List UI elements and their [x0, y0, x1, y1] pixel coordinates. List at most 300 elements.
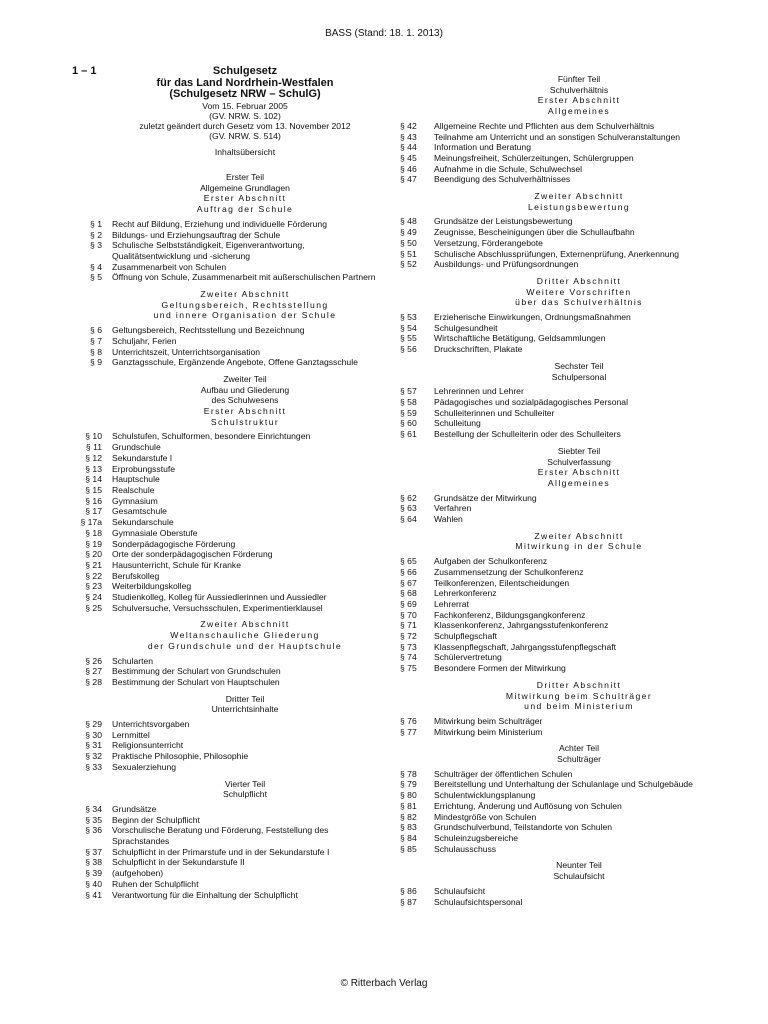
part-heading: Schulpersonal — [551, 371, 607, 382]
paragraph-number: § 15 — [85, 484, 102, 495]
paragraph-number: § 13 — [85, 463, 102, 474]
paragraph-title: Mitwirkung beim Schulträger — [434, 715, 543, 726]
paragraph-number: § 16 — [85, 495, 102, 506]
toc-entry — [66, 730, 384, 741]
toc-entry — [400, 238, 718, 249]
paragraph-title: Grundsätze der Leistungsbewertung — [434, 216, 573, 227]
toc-entry — [400, 164, 718, 175]
section-heading: Allgemeines — [547, 477, 611, 488]
section-heading: über das Schulverhältnis — [515, 297, 643, 308]
paragraph-title: Lehrerkonferenz — [434, 588, 497, 599]
toc-section — [400, 361, 718, 440]
toc-entry — [400, 886, 718, 897]
paragraph-number: § 60 — [400, 418, 417, 429]
toc-entry — [400, 418, 718, 429]
toc-entry — [400, 812, 718, 823]
toc-entry — [66, 453, 384, 464]
toc-section — [66, 172, 384, 283]
toc-entry — [400, 121, 718, 132]
toc-entry — [400, 578, 718, 589]
paragraph-title: Bestellung der Schulleiterin oder des Schulleiters — [434, 429, 621, 440]
toc-entry — [66, 857, 384, 868]
paragraph-number: § 63 — [400, 503, 417, 514]
paragraph-title: Verfahren — [434, 503, 472, 514]
title-line: (Schulgesetz NRW – SchulG) — [169, 88, 321, 100]
paragraph-title: Öffnung von Schule, Zusammenarbeit mit außerschulischen Partnern — [112, 272, 376, 283]
paragraph-number: § 22 — [85, 570, 102, 581]
paragraph-number: § 38 — [85, 857, 102, 868]
toc-entry — [66, 815, 384, 826]
part-heading: Dritter Teil — [225, 693, 265, 704]
toc-entry — [66, 431, 384, 442]
toc-entry — [400, 174, 718, 185]
paragraph-number: § 5 — [90, 272, 102, 283]
part-heading: Unterrichtsinhalte — [211, 704, 279, 715]
paragraph-number: § 43 — [400, 131, 417, 142]
paragraph-number: § 53 — [400, 312, 417, 323]
toc-entry — [66, 762, 384, 773]
toc-section — [400, 743, 718, 854]
paragraph-number: § 78 — [400, 768, 417, 779]
paragraph-title: Meinungsfreiheit, Schülerzeitungen, Schülergruppen — [434, 152, 634, 163]
paragraph-number: § 26 — [85, 655, 102, 666]
toc-entry — [66, 560, 384, 571]
toc-entry — [66, 442, 384, 453]
toc-entry — [400, 897, 718, 908]
section-heading: Zweiter Abschnitt — [534, 191, 624, 202]
toc-entry — [400, 588, 718, 599]
section-heading: Erster Abschnitt — [203, 193, 287, 204]
toc-entry — [400, 567, 718, 578]
toc-entry — [400, 397, 718, 408]
paragraph-title: Wirtschaftliche Betätigung, Geldsammlungen — [434, 333, 606, 344]
paragraph-title: Schülervertretung — [434, 652, 502, 663]
toc-entry — [66, 677, 384, 688]
toc-entry — [66, 528, 384, 539]
paragraph-title: Sonderpädagogische Förderung — [112, 538, 236, 549]
toc-entry — [66, 890, 384, 901]
toc-entry — [400, 333, 718, 344]
right-toc — [400, 74, 718, 907]
paragraph-number: § 46 — [400, 163, 417, 174]
paragraph-title: Sexualerziehung — [112, 761, 177, 772]
paragraph-title: Unterrichtsvorgaben — [112, 719, 190, 730]
section-heading: Weltanschauliche Gliederung — [170, 630, 320, 641]
section-heading: Mitwirkung in der Schule — [515, 541, 643, 552]
toc-entry — [400, 790, 718, 801]
paragraph-number: § 58 — [400, 396, 417, 407]
paragraph-title: Bildungs- und Erziehungsauftrag der Schule — [112, 229, 281, 240]
section-heading: und beim Ministerium — [524, 701, 634, 712]
toc-label: Inhaltsübersicht — [214, 146, 276, 157]
paragraph-number: § 11 — [85, 442, 102, 453]
paragraph-title: Grundsätze — [112, 803, 157, 814]
paragraph-title: Hausunterricht, Schule für Kranke — [112, 559, 241, 570]
toc-section — [66, 779, 384, 901]
toc-entry — [66, 262, 384, 273]
paragraph-number: § 35 — [85, 814, 102, 825]
title-line: Schulgesetz — [212, 65, 278, 77]
document-heading — [66, 66, 384, 166]
part-heading: Fünfter Teil — [557, 74, 601, 84]
paragraph-number: § 86 — [400, 885, 417, 896]
toc-section — [66, 374, 384, 613]
paragraph-title: Aufnahme in die Schule, Schulwechsel — [434, 163, 583, 174]
paragraph-title: Information und Beratung — [434, 142, 531, 153]
part-heading: Aufbau und Gliederung — [200, 384, 290, 395]
paragraph-number: § 42 — [400, 120, 417, 131]
paragraph-number: § 57 — [400, 386, 417, 397]
document-titles — [66, 66, 384, 157]
paragraph-number: § 3 — [90, 240, 102, 251]
paragraph-number: § 73 — [400, 641, 417, 652]
paragraph-title: Geltungsbereich, Rechtsstellung und Bezeichnung — [112, 325, 305, 336]
toc-entry — [66, 825, 384, 846]
paragraph-title: Teilkonferenzen, Eilentscheidungen — [434, 577, 570, 588]
paragraph-number: § 18 — [85, 527, 102, 538]
toc-entry — [400, 259, 718, 270]
part-heading: Schulaufsicht — [553, 871, 605, 882]
toc-entry — [66, 656, 384, 667]
section-heading: Erster Abschnitt — [537, 95, 621, 106]
toc-entry — [66, 571, 384, 582]
paragraph-title: Religionsunterricht — [112, 740, 184, 751]
paragraph-title: Schularten — [112, 655, 154, 666]
toc-entry — [400, 323, 718, 334]
paragraph-number: § 30 — [85, 729, 102, 740]
paragraph-number: § 64 — [400, 514, 417, 525]
paragraph-number: § 34 — [85, 803, 102, 814]
paragraph-title: Vorschulische Beratung und Förderung, Feststellung des Sprachstandes — [112, 825, 329, 847]
toc-entry — [400, 727, 718, 738]
paragraph-title: Schulleitung — [434, 418, 481, 429]
toc-section — [400, 446, 718, 525]
paragraph-number: § 25 — [85, 602, 102, 613]
toc-entry — [66, 240, 384, 261]
toc-entry — [400, 493, 718, 504]
toc-entry — [66, 325, 384, 336]
paragraph-title: Teilnahme am Unterricht und an sonstigen Schulveranstaltungen — [434, 131, 681, 142]
paragraph-title: Gesamtschule — [112, 506, 167, 517]
toc-entry — [400, 663, 718, 674]
paragraph-title: Lehrerinnen und Lehrer — [434, 386, 524, 397]
paragraph-title: Gymnasiale Oberstufe — [112, 527, 198, 538]
paragraph-title: Versetzung, Förderangebote — [434, 237, 543, 248]
toc-entry — [400, 216, 718, 227]
section-heading: Zweiter Abschnitt — [534, 530, 624, 541]
section-heading: Weitere Vorschriften — [526, 286, 632, 297]
paragraph-title: Schulausschuss — [434, 843, 497, 854]
paragraph-title: Lehrerrat — [434, 598, 469, 609]
paragraph-number: § 47 — [400, 174, 417, 185]
toc-entry — [66, 847, 384, 858]
paragraph-number: § 52 — [400, 259, 417, 270]
paragraph-number: § 83 — [400, 822, 417, 833]
info-line: Vom 15. Februar 2005 — [202, 100, 288, 111]
title-line: für das Land Nordrhein-Westfalen — [156, 76, 334, 89]
paragraph-title: Schulpflegschaft — [434, 631, 498, 642]
toc-entry — [400, 142, 718, 153]
paragraph-title: Bereitstellung und Unterhaltung der Schulanlage und Schulgebäude — [434, 779, 693, 790]
toc-entry — [400, 716, 718, 727]
part-heading: Schulverhältnis — [549, 84, 609, 95]
toc-entry — [400, 833, 718, 844]
paragraph-number: § 69 — [400, 598, 417, 609]
paragraph-number: § 4 — [90, 261, 102, 272]
paragraph-title: Sekundarstufe I — [112, 452, 173, 463]
paragraph-number: § 75 — [400, 663, 417, 674]
paragraph-title: Schulpflicht in der Sekundarstufe II — [112, 857, 245, 868]
paragraph-title: (aufgehoben) — [112, 868, 164, 879]
toc-section — [400, 680, 718, 738]
part-heading: Zweiter Teil — [223, 373, 267, 384]
section-heading: Erster Abschnitt — [537, 467, 621, 478]
paragraph-title: Schulgesundheit — [434, 322, 498, 333]
left-toc — [66, 172, 384, 900]
toc-section — [400, 191, 718, 270]
section-heading: Zweiter Abschnitt — [200, 619, 290, 630]
paragraph-title: Aufgaben der Schulkonferenz — [434, 556, 548, 567]
paragraph-title: Unterrichtszeit, Unterrichtsorganisation — [112, 346, 261, 357]
toc-section — [400, 276, 718, 355]
paragraph-title: Grundschule — [112, 442, 161, 453]
info-line: (GV. NRW. S. 514) — [209, 130, 281, 141]
toc-entry — [66, 666, 384, 677]
toc-entry — [400, 844, 718, 855]
paragraph-number: § 54 — [400, 322, 417, 333]
right-column — [400, 68, 718, 907]
paragraph-title: Zeugnisse, Bescheinigungen über die Schullaufbahn — [434, 227, 635, 238]
paragraph-number: § 29 — [85, 719, 102, 730]
toc-entry — [400, 769, 718, 780]
paragraph-number: § 2 — [90, 229, 102, 240]
toc-entry — [400, 249, 718, 260]
paragraph-title: Studienkolleg, Kolleg für Aussiedlerinnen und Aussiedler — [112, 592, 327, 603]
paragraph-title: Klassenkonferenz, Jahrgangsstufenkonferenz — [434, 620, 609, 631]
paragraph-title: Ausbildungs- und Prüfungsordnungen — [434, 259, 579, 270]
toc-entry — [400, 642, 718, 653]
toc-entry — [66, 804, 384, 815]
paragraph-number: § 51 — [400, 248, 417, 259]
section-heading: Dritter Abschnitt — [536, 275, 622, 286]
toc-entry — [66, 219, 384, 230]
paragraph-number: § 41 — [85, 889, 102, 900]
paragraph-title: Hauptschule — [112, 474, 160, 485]
paragraph-number: § 84 — [400, 833, 417, 843]
section-heading: Mitwirkung beim Schulträger — [505, 690, 653, 701]
toc-entry — [66, 868, 384, 879]
paragraph-number: § 10 — [85, 431, 102, 442]
paragraph-number: § 21 — [85, 559, 102, 570]
section-heading: Zweiter Abschnitt — [200, 289, 290, 300]
toc-entry — [66, 485, 384, 496]
page-header: BASS (Stand: 18. 1. 2013) — [325, 28, 443, 39]
paragraph-title: Weiterbildungskolleg — [112, 581, 192, 592]
paragraph-title: Grundschulverbund, Teilstandorte von Schulen — [434, 822, 613, 833]
left-column — [66, 66, 384, 900]
toc-entry — [400, 429, 718, 440]
paragraph-title: Orte der sonderpädagogischen Förderung — [112, 549, 273, 560]
paragraph-number: § 85 — [400, 843, 417, 854]
part-heading: des Schulwesens — [211, 395, 279, 406]
paragraph-number: § 61 — [400, 429, 417, 440]
paragraph-number: § 17a — [80, 517, 102, 528]
page-footer: © Ritterbach Verlag — [340, 978, 428, 989]
toc-entry — [66, 496, 384, 507]
toc-entry — [66, 506, 384, 517]
part-heading: Schulpflicht — [223, 789, 267, 800]
paragraph-number: § 7 — [90, 335, 102, 346]
toc-entry — [66, 751, 384, 762]
paragraph-title: Besondere Formen der Mitwirkung — [434, 663, 566, 674]
paragraph-title: Recht auf Bildung, Erziehung und individuelle Förderung — [112, 218, 327, 229]
paragraph-number: § 8 — [90, 346, 102, 357]
toc-section — [400, 74, 718, 185]
paragraph-title: Erprobungsstufe — [112, 463, 176, 474]
toc-entry — [66, 719, 384, 730]
toc-section — [400, 860, 718, 907]
toc-entry — [66, 517, 384, 528]
paragraph-title: Praktische Philosophie, Philosophie — [112, 751, 249, 762]
document-number: 1 – 1 — [72, 65, 97, 77]
part-heading: Schulträger — [557, 754, 601, 765]
paragraph-title: Mindestgröße von Schulen — [434, 811, 537, 822]
toc-entry — [66, 474, 384, 485]
info-line: zuletzt geändert durch Gesetz vom 13. November 2012 — [139, 120, 351, 131]
toc-entry — [400, 514, 718, 525]
paragraph-number: § 33 — [85, 761, 102, 772]
part-heading: Vierter Teil — [224, 778, 266, 789]
paragraph-title: Lernmittel — [112, 729, 150, 740]
paragraph-number: § 62 — [400, 492, 417, 503]
part-heading: Sechster Teil — [554, 360, 604, 371]
paragraph-title: Fachkonferenz, Bildungsgangkonferenz — [434, 609, 586, 620]
paragraph-title: Beginn der Schulpflicht — [112, 814, 200, 825]
toc-entry — [66, 879, 384, 890]
paragraph-number: § 74 — [400, 652, 417, 663]
paragraph-number: § 14 — [85, 474, 102, 485]
paragraph-title: Wahlen — [434, 514, 463, 525]
paragraph-number: § 71 — [400, 620, 417, 631]
toc-entry — [400, 610, 718, 621]
part-heading: Schulverfassung — [547, 456, 611, 467]
paragraph-number: § 72 — [400, 631, 417, 642]
section-heading: Geltungsbereich, Rechtsstellung — [161, 299, 329, 310]
section-heading: Auftrag der Schule — [196, 204, 294, 215]
paragraph-number: § 82 — [400, 811, 417, 822]
toc-entry — [66, 464, 384, 475]
section-heading: und innere Organisation der Schule — [153, 310, 337, 321]
paragraph-title: Pädagogisches und sozialpädagogisches Personal — [434, 396, 628, 407]
paragraph-title: Schulentwicklungsplanung — [434, 790, 536, 801]
part-heading: Neunter Teil — [556, 860, 602, 871]
part-heading: Achter Teil — [559, 743, 599, 754]
paragraph-number: § 48 — [400, 216, 417, 227]
paragraph-title: Sekundarschule — [112, 517, 174, 528]
toc-entry — [400, 631, 718, 642]
paragraph-number: § 37 — [85, 846, 102, 857]
paragraph-number: § 31 — [85, 740, 102, 751]
paragraph-number: § 32 — [85, 751, 102, 762]
toc-entry — [66, 347, 384, 358]
paragraph-title: Beendigung des Schulverhältnisses — [434, 174, 571, 185]
paragraph-title: Schulpflicht in der Primarstufe und in der Sekundarstufe I — [112, 846, 330, 857]
section-heading: der Grundschule und der Hauptschule — [147, 640, 343, 651]
toc-entry — [400, 652, 718, 663]
toc-entry — [400, 620, 718, 631]
toc-entry — [66, 230, 384, 241]
section-heading: Schulstruktur — [210, 416, 280, 427]
paragraph-title: Bestimmung der Schulart von Hauptschulen — [112, 676, 280, 687]
paragraph-number: § 49 — [400, 227, 417, 238]
paragraph-title: Bestimmung der Schulart von Grundschulen — [112, 666, 281, 677]
paragraph-title: Errichtung, Änderung und Auflösung von Schulen — [434, 800, 622, 811]
paragraph-number: § 1 — [90, 218, 102, 229]
part-heading: Erster Teil — [225, 172, 265, 182]
paragraph-number: § 56 — [400, 344, 417, 355]
paragraph-number: § 81 — [400, 800, 417, 811]
paragraph-number: § 65 — [400, 556, 417, 567]
toc-section — [66, 619, 384, 687]
paragraph-title: Schulversuche, Versuchsschulen, Experimentierklausel — [112, 602, 323, 613]
toc-entry — [66, 549, 384, 560]
paragraph-title: Schulaufsichtspersonal — [434, 896, 523, 907]
paragraph-number: § 20 — [85, 549, 102, 560]
paragraph-title: Berufskolleg — [112, 570, 160, 581]
paragraph-number: § 24 — [85, 592, 102, 603]
paragraph-number: § 23 — [85, 581, 102, 592]
paragraph-title: Druckschriften, Plakate — [434, 344, 523, 355]
toc-entry — [66, 357, 384, 368]
toc-section — [66, 289, 384, 368]
paragraph-title: Zusammensetzung der Schulkonferenz — [434, 566, 584, 577]
paragraph-number: § 59 — [400, 407, 417, 418]
toc-entry — [66, 603, 384, 614]
paragraph-title: Schuleinzugsbereiche — [434, 833, 519, 843]
part-heading: Siebter Teil — [557, 445, 601, 456]
paragraph-number: § 76 — [400, 715, 417, 726]
toc-entry — [66, 336, 384, 347]
paragraph-number: § 50 — [400, 237, 417, 248]
paragraph-title: Klassenpflegschaft, Jahrgangsstufenpflegschaft — [434, 641, 617, 652]
paragraph-number: § 40 — [85, 878, 102, 889]
toc-entry — [400, 408, 718, 419]
paragraph-title: Grundsätze der Mitwirkung — [434, 492, 537, 503]
paragraph-title: Schulaufsicht — [434, 885, 486, 896]
paragraph-number: § 80 — [400, 790, 417, 801]
paragraph-title: Realschule — [112, 484, 155, 495]
toc-entry — [400, 801, 718, 812]
toc-entry — [400, 132, 718, 143]
paragraph-number: § 44 — [400, 142, 417, 153]
toc-entry — [66, 592, 384, 603]
paragraph-number: § 6 — [90, 325, 102, 336]
toc-entry — [66, 272, 384, 283]
toc-entry — [400, 344, 718, 355]
toc-entry — [400, 503, 718, 514]
paragraph-title: Gymnasium — [112, 495, 158, 506]
toc-entry — [66, 581, 384, 592]
paragraph-number: § 9 — [90, 357, 102, 368]
paragraph-title: Schulstufen, Schulformen, besondere Einrichtungen — [112, 431, 311, 442]
paragraph-number: § 70 — [400, 609, 417, 620]
paragraph-number: § 68 — [400, 588, 417, 599]
paragraph-number: § 12 — [85, 452, 102, 463]
paragraph-number: § 17 — [85, 506, 102, 517]
paragraph-number: § 55 — [400, 333, 417, 344]
toc-entry — [400, 227, 718, 238]
section-heading: Leistungsbewertung — [527, 201, 631, 212]
